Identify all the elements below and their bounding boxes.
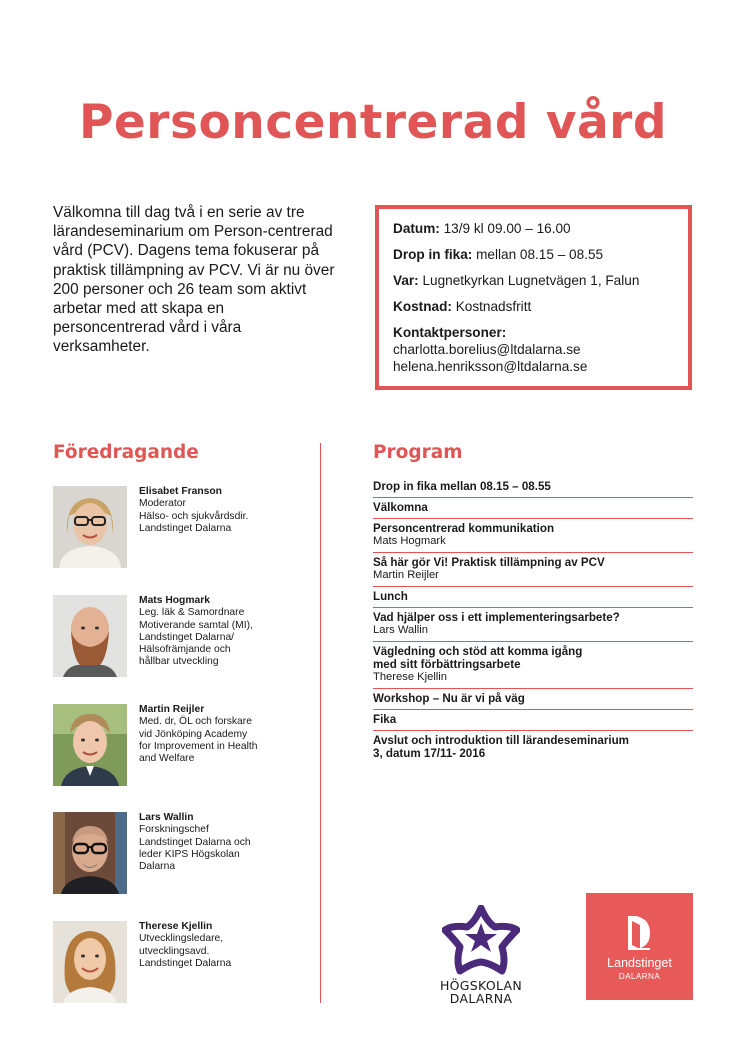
hogskolan-line: DALARNA — [449, 991, 513, 1006]
program-title-line: Lunch — [373, 590, 408, 603]
star-logo-icon — [442, 905, 520, 975]
program-item-title — [373, 611, 693, 624]
speaker-desc-line: Motiverande samtal (MI), — [139, 619, 253, 631]
speaker-info — [139, 921, 319, 970]
program-item — [373, 689, 693, 710]
speaker-card — [53, 921, 313, 1003]
fika-value: mellan 08.15 – 08.55 — [476, 247, 604, 262]
page-title: Personcentrerad vård — [78, 95, 668, 150]
speaker-desc-line: Landstinget Dalarna — [139, 522, 232, 534]
speaker-description — [139, 607, 319, 668]
speaker-description — [139, 824, 319, 873]
hogskolan-dalarna-logo — [432, 905, 530, 1005]
program-item-title — [373, 645, 693, 671]
speaker-name: Lars Wallin — [139, 812, 194, 823]
landstinget-dalarna-logo — [586, 893, 693, 1000]
program-item-speaker: Therese Kjellin — [373, 671, 447, 683]
column-divider — [320, 443, 321, 1003]
speaker-info — [139, 486, 319, 535]
program-list — [373, 477, 693, 764]
program-item — [373, 608, 693, 642]
landstinget-region: DALARNA — [618, 972, 661, 981]
program-title-line: Avslut och introduktion till lärandeseminarium — [373, 734, 629, 747]
speaker-info — [139, 704, 319, 765]
program-title-line: Välkomna — [373, 501, 428, 514]
program-heading: Program — [373, 442, 463, 463]
program-title-line: Personcentrerad kommunikation — [373, 522, 555, 535]
speaker-desc-line: vid Jönköping Academy — [139, 728, 248, 740]
hogskolan-text — [432, 979, 530, 1005]
landstinget-mark-icon — [626, 915, 652, 951]
speaker-desc-line: Landstinget Dalarna/ — [139, 631, 235, 643]
location-row — [393, 272, 674, 289]
date-value: 13/9 kl 09.00 – 16.00 — [443, 221, 571, 236]
speaker-photo — [53, 812, 127, 894]
speaker-photo — [53, 921, 127, 1003]
intro-text: Välkomna till dag två i en serie av tre lärandeseminarium om Person-centrerad vård (PCV). Dagens tema fokuserar på praktisk tillämpning av PCV. Vi är nu över 200 personer och 26 team som aktivt arbetar med att skapa en personcentrerad vård i våra verksamheter. — [53, 204, 335, 356]
speaker-photo — [53, 486, 127, 568]
program-item-speaker: Lars Wallin — [373, 624, 428, 636]
speaker-name: Mats Hogmark — [139, 595, 210, 606]
program-item-title — [373, 590, 693, 603]
cost-value: Kostnadsfritt — [455, 299, 532, 314]
speaker-photo — [53, 704, 127, 786]
speaker-desc-line: Moderator — [139, 498, 186, 510]
landstinget-name: Landstinget — [607, 956, 672, 970]
speaker-desc-line: Dalarna — [139, 861, 176, 873]
speaker-desc-line: Landstinget Dalarna — [139, 957, 232, 969]
location-value: Lugnetkyrkan Lugnetvägen 1, Falun — [422, 273, 640, 288]
program-item-title — [373, 734, 693, 760]
cost-row — [393, 298, 674, 315]
speaker-desc-line: Hälso- och sjukvårdsdir. — [139, 510, 249, 522]
program-item — [373, 553, 693, 587]
speaker-info — [139, 595, 319, 669]
contacts-label: Kontaktpersoner: — [393, 325, 507, 340]
date-row — [393, 220, 674, 237]
program-title-line: Fika — [373, 713, 397, 726]
location-label: Var: — [393, 273, 419, 288]
speaker-name: Therese Kjellin — [139, 921, 213, 932]
fika-row — [393, 246, 674, 263]
speaker-desc-line: Hälsofrämjande och — [139, 644, 231, 656]
speaker-desc-line: Utvecklingsledare, — [139, 933, 224, 945]
speaker-desc-line: utvecklingsavd. — [139, 945, 210, 957]
program-item-title — [373, 692, 693, 705]
speakers-heading: Föredragande — [53, 442, 199, 463]
speaker-name: Martin Reijler — [139, 704, 205, 715]
program-title-line: Så här gör Vi! Praktisk tillämpning av PCV — [373, 556, 605, 569]
program-item — [373, 710, 693, 731]
program-title-line: Drop in fika mellan 08.15 – 08.55 — [373, 480, 551, 493]
program-item — [373, 731, 693, 764]
speaker-desc-line: and Welfare — [139, 753, 195, 765]
program-title-line: Workshop – Nu är vi på väg — [373, 692, 525, 705]
program-item-title — [373, 480, 693, 493]
speaker-card — [53, 704, 313, 786]
speaker-info — [139, 812, 319, 873]
speaker-card — [53, 812, 313, 894]
program-item — [373, 587, 693, 608]
speaker-card — [53, 595, 313, 677]
hogskolan-line: HÖGSKOLAN — [439, 978, 523, 993]
speaker-description — [139, 933, 319, 970]
speaker-desc-line: Landstinget Dalarna och — [139, 836, 251, 848]
program-item — [373, 477, 693, 498]
program-item-title — [373, 556, 693, 569]
date-label: Datum: — [393, 221, 440, 236]
speaker-description — [139, 498, 319, 535]
program-item-speaker: Mats Hogmark — [373, 535, 446, 547]
contacts — [393, 324, 674, 375]
speaker-desc-line: Leg. läk & Samordnare — [139, 607, 245, 619]
speaker-description — [139, 716, 319, 765]
program-title-line: Vägledning och stöd att komma igång — [373, 645, 583, 658]
program-item — [373, 642, 693, 689]
program-item-title — [373, 501, 693, 514]
speaker-desc-line: leder KIPS Högskolan — [139, 848, 240, 860]
speaker-photo — [53, 595, 127, 677]
contact-email[interactable]: charlotta.borelius@ltdalarna.se — [393, 342, 581, 357]
speaker-desc-line: Med. dr, ÖL och forskare — [139, 716, 252, 728]
speaker-desc-line: hållbar utveckling — [139, 656, 219, 668]
speaker-desc-line: Forskningschef — [139, 824, 209, 836]
program-title-line: Vad hjälper oss i ett implementeringsarbete? — [373, 611, 620, 624]
event-info-box — [375, 205, 692, 390]
program-item-speaker: Martin Reijler — [373, 569, 439, 581]
fika-label: Drop in fika: — [393, 247, 473, 262]
program-item-title — [373, 713, 693, 726]
cost-label: Kostnad: — [393, 299, 452, 314]
speaker-name: Elisabet Franson — [139, 486, 222, 497]
speaker-card — [53, 486, 313, 568]
program-item — [373, 498, 693, 519]
program-item — [373, 519, 693, 553]
program-item-title — [373, 522, 693, 535]
program-title-line: med sitt förbättringsarbete — [373, 658, 521, 671]
contact-email[interactable]: helena.henriksson@ltdalarna.se — [393, 359, 588, 374]
program-title-line: 3, datum 17/11- 2016 — [373, 747, 486, 760]
speaker-desc-line: for Improvement in Health — [139, 740, 258, 752]
